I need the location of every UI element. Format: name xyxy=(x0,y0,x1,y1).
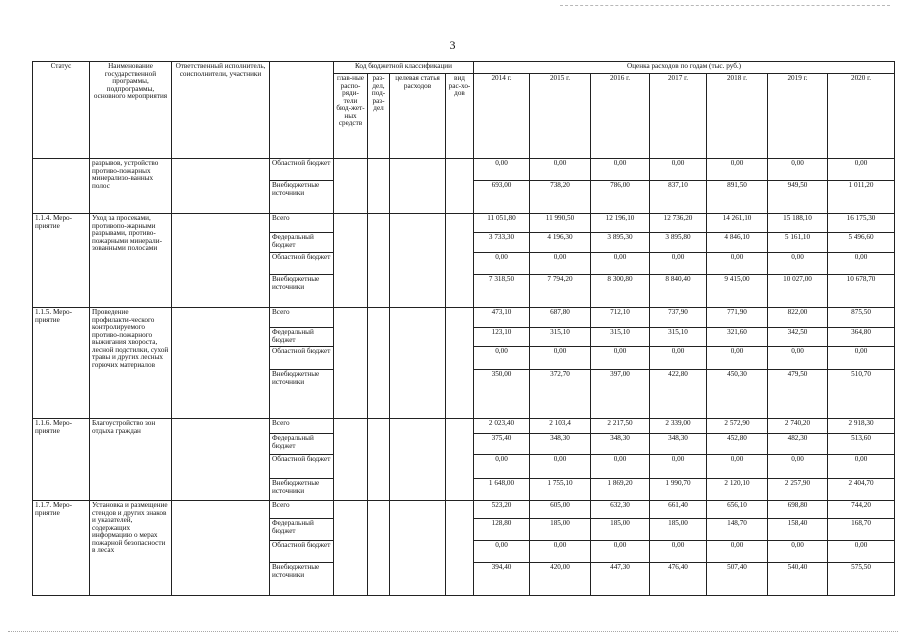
value-cell: 0,00 xyxy=(707,159,768,181)
value-cell: 2 339,00 xyxy=(650,419,707,434)
source-cell: Областной бюджет xyxy=(270,347,334,370)
header-responsible: Ответственный исполнитель, соисполнители, участники xyxy=(172,62,270,159)
value-cell: 0,00 xyxy=(530,347,591,370)
value-cell: 0,00 xyxy=(591,159,650,181)
value-cell: 397,00 xyxy=(591,370,650,419)
value-cell: 0,00 xyxy=(828,347,895,370)
source-cell: Всего xyxy=(270,214,334,233)
value-cell: 315,10 xyxy=(591,328,650,347)
value-cell: 891,50 xyxy=(707,181,768,214)
header-year-2014: 2014 г. xyxy=(474,74,530,159)
value-cell: 523,20 xyxy=(474,501,530,519)
source-cell: Внебюджетные источники xyxy=(270,370,334,419)
header-source xyxy=(270,62,334,159)
value-cell: 0,00 xyxy=(591,541,650,563)
value-cell: 0,00 xyxy=(768,347,828,370)
code-cell xyxy=(390,308,446,419)
value-cell: 656,10 xyxy=(707,501,768,519)
source-cell: Внебюджетные источники xyxy=(270,563,334,596)
header-year-2020: 2020 г. xyxy=(828,74,895,159)
value-cell: 0,00 xyxy=(650,541,707,563)
name-cell: Проведение профилакти-ческого контролируемого противо-пожарного выжигания хвороста, лесной подстилки, сухой травы и других лесных горючих материалов xyxy=(90,308,172,419)
name-cell: Установка и размещение стендов и других знаков и указателей, содержащих информацию о мерах пожарной безопасности в лесах xyxy=(90,501,172,596)
code-cell xyxy=(446,501,474,596)
value-cell: 342,50 xyxy=(768,328,828,347)
responsible-cell xyxy=(172,214,270,308)
value-cell: 394,40 xyxy=(474,563,530,596)
table-row xyxy=(33,308,895,328)
value-cell: 10 027,00 xyxy=(768,275,828,308)
code-cell xyxy=(368,214,390,308)
value-cell: 2 572,90 xyxy=(707,419,768,434)
source-cell: Внебюджетные источники xyxy=(270,479,334,501)
value-cell: 450,30 xyxy=(707,370,768,419)
value-cell: 8 840,40 xyxy=(650,275,707,308)
status-cell: 1.1.5. Меро-приятие xyxy=(33,308,90,419)
value-cell: 837,10 xyxy=(650,181,707,214)
value-cell: 661,40 xyxy=(650,501,707,519)
header-year-2019: 2019 г. xyxy=(768,74,828,159)
header-name: Наименование государственной программы, подпрограммы, основного мероприятия xyxy=(90,62,172,159)
value-cell: 510,70 xyxy=(828,370,895,419)
value-cell: 148,70 xyxy=(707,519,768,541)
header-code-section: раз-дел, под-раз-дел xyxy=(368,74,390,159)
value-cell: 771,90 xyxy=(707,308,768,328)
value-cell: 575,50 xyxy=(828,563,895,596)
status-cell xyxy=(33,159,90,214)
value-cell: 168,70 xyxy=(828,519,895,541)
value-cell: 3 895,30 xyxy=(591,233,650,253)
code-cell xyxy=(390,159,446,214)
value-cell: 2 257,90 xyxy=(768,479,828,501)
value-cell: 185,00 xyxy=(530,519,591,541)
value-cell: 11 990,50 xyxy=(530,214,591,233)
value-cell: 0,00 xyxy=(591,455,650,479)
value-cell: 482,30 xyxy=(768,434,828,455)
value-cell: 0,00 xyxy=(828,159,895,181)
value-cell: 12 736,20 xyxy=(650,214,707,233)
header-budget-code-group: Код бюджетной классификации xyxy=(334,62,474,74)
value-cell: 7 794,20 xyxy=(530,275,591,308)
source-cell: Всего xyxy=(270,308,334,328)
value-cell: 2 740,20 xyxy=(768,419,828,434)
value-cell: 8 300,80 xyxy=(591,275,650,308)
source-cell: Федеральный бюджет xyxy=(270,519,334,541)
code-cell xyxy=(368,501,390,596)
value-cell: 0,00 xyxy=(707,253,768,275)
value-cell: 2 023,40 xyxy=(474,419,530,434)
value-cell: 0,00 xyxy=(768,541,828,563)
value-cell: 1 869,20 xyxy=(591,479,650,501)
code-cell xyxy=(368,308,390,419)
value-cell: 3 733,30 xyxy=(474,233,530,253)
header-code-target: целевая статья расходов xyxy=(390,74,446,159)
value-cell: 452,80 xyxy=(707,434,768,455)
source-cell: Областной бюджет xyxy=(270,455,334,479)
value-cell: 0,00 xyxy=(474,541,530,563)
value-cell: 0,00 xyxy=(474,253,530,275)
value-cell: 0,00 xyxy=(768,253,828,275)
value-cell: 4 196,30 xyxy=(530,233,591,253)
value-cell: 875,50 xyxy=(828,308,895,328)
source-cell: Всего xyxy=(270,501,334,519)
value-cell: 158,40 xyxy=(768,519,828,541)
value-cell: 422,80 xyxy=(650,370,707,419)
value-cell: 0,00 xyxy=(707,541,768,563)
value-cell: 3 895,80 xyxy=(650,233,707,253)
page-number: 3 xyxy=(449,38,456,52)
value-cell: 15 188,10 xyxy=(768,214,828,233)
source-cell: Внебюджетные источники xyxy=(270,275,334,308)
value-cell: 822,00 xyxy=(768,308,828,328)
value-cell: 321,60 xyxy=(707,328,768,347)
source-cell: Федеральный бюджет xyxy=(270,233,334,253)
value-cell: 7 318,50 xyxy=(474,275,530,308)
code-cell xyxy=(334,308,368,419)
value-cell: 0,00 xyxy=(650,253,707,275)
scan-bottom-edge-line xyxy=(8,631,898,632)
value-cell: 0,00 xyxy=(650,347,707,370)
value-cell: 372,70 xyxy=(530,370,591,419)
value-cell: 712,10 xyxy=(591,308,650,328)
value-cell: 1 648,00 xyxy=(474,479,530,501)
value-cell: 420,00 xyxy=(530,563,591,596)
value-cell: 10 678,70 xyxy=(828,275,895,308)
source-cell: Областной бюджет xyxy=(270,541,334,563)
status-cell: 1.1.6. Меро-приятие xyxy=(33,419,90,501)
value-cell: 738,20 xyxy=(530,181,591,214)
value-cell: 4 846,10 xyxy=(707,233,768,253)
table-row xyxy=(33,214,895,233)
value-cell: 5 161,10 xyxy=(768,233,828,253)
code-cell xyxy=(390,419,446,501)
value-cell: 447,30 xyxy=(591,563,650,596)
value-cell: 14 261,10 xyxy=(707,214,768,233)
code-cell xyxy=(368,159,390,214)
code-cell xyxy=(446,214,474,308)
header-year-2018: 2018 г. xyxy=(707,74,768,159)
value-cell: 0,00 xyxy=(530,541,591,563)
code-cell xyxy=(390,501,446,596)
value-cell: 364,80 xyxy=(828,328,895,347)
name-cell: разрывов, устройство противо-пожарных минерализо-ванных полос xyxy=(90,159,172,214)
value-cell: 16 175,30 xyxy=(828,214,895,233)
header-expenses-group: Оценка расходов по годам (тыс. руб.) xyxy=(474,62,895,74)
value-cell: 128,80 xyxy=(474,519,530,541)
value-cell: 0,00 xyxy=(591,253,650,275)
scan-top-edge-line xyxy=(560,5,890,6)
value-cell: 0,00 xyxy=(474,347,530,370)
value-cell: 605,00 xyxy=(530,501,591,519)
source-cell: Областной бюджет xyxy=(270,159,334,181)
value-cell: 0,00 xyxy=(707,455,768,479)
responsible-cell xyxy=(172,419,270,501)
value-cell: 5 496,60 xyxy=(828,233,895,253)
value-cell: 0,00 xyxy=(474,455,530,479)
budget-table xyxy=(32,61,895,596)
value-cell: 687,80 xyxy=(530,308,591,328)
value-cell: 507,40 xyxy=(707,563,768,596)
value-cell: 315,10 xyxy=(650,328,707,347)
value-cell: 2 404,70 xyxy=(828,479,895,501)
value-cell: 698,80 xyxy=(768,501,828,519)
value-cell: 476,40 xyxy=(650,563,707,596)
value-cell: 375,40 xyxy=(474,434,530,455)
value-cell: 0,00 xyxy=(650,455,707,479)
value-cell: 513,60 xyxy=(828,434,895,455)
value-cell: 744,20 xyxy=(828,501,895,519)
source-cell: Федеральный бюджет xyxy=(270,434,334,455)
code-cell xyxy=(368,419,390,501)
value-cell: 1 011,20 xyxy=(828,181,895,214)
value-cell: 473,10 xyxy=(474,308,530,328)
table-row xyxy=(33,159,895,181)
header-year-2015: 2015 г. xyxy=(530,74,591,159)
source-cell: Областной бюджет xyxy=(270,253,334,275)
status-cell: 1.1.7. Меро-приятие xyxy=(33,501,90,596)
code-cell xyxy=(334,159,368,214)
value-cell: 11 051,80 xyxy=(474,214,530,233)
value-cell: 0,00 xyxy=(768,159,828,181)
value-cell: 0,00 xyxy=(768,455,828,479)
status-cell: 1.1.4. Меро-приятие xyxy=(33,214,90,308)
source-cell: Внебюджетные источники xyxy=(270,181,334,214)
value-cell: 786,00 xyxy=(591,181,650,214)
header-code-type: вид рас-хо-дов xyxy=(446,74,474,159)
value-cell: 2 103,4 xyxy=(530,419,591,434)
responsible-cell xyxy=(172,501,270,596)
header-status: Статус xyxy=(33,62,90,159)
value-cell: 0,00 xyxy=(650,159,707,181)
value-cell: 0,00 xyxy=(828,253,895,275)
name-cell: Уход за просеками, противопо-жарными разрывами, противо-пожарными минерали-зованными полосами xyxy=(90,214,172,308)
code-cell xyxy=(446,419,474,501)
value-cell: 2 217,50 xyxy=(591,419,650,434)
name-cell: Благоустройство зон отдыха граждан xyxy=(90,419,172,501)
value-cell: 0,00 xyxy=(530,253,591,275)
table-row xyxy=(33,501,895,519)
value-cell: 185,00 xyxy=(591,519,650,541)
value-cell: 0,00 xyxy=(530,159,591,181)
value-cell: 2 120,10 xyxy=(707,479,768,501)
value-cell: 0,00 xyxy=(707,347,768,370)
value-cell: 0,00 xyxy=(828,541,895,563)
value-cell: 12 196,10 xyxy=(591,214,650,233)
value-cell: 1 990,70 xyxy=(650,479,707,501)
code-cell xyxy=(334,214,368,308)
value-cell: 348,30 xyxy=(530,434,591,455)
value-cell: 2 918,30 xyxy=(828,419,895,434)
source-cell: Федеральный бюджет xyxy=(270,328,334,347)
code-cell xyxy=(446,308,474,419)
value-cell: 348,30 xyxy=(650,434,707,455)
value-cell: 9 415,00 xyxy=(707,275,768,308)
table-row xyxy=(33,419,895,434)
code-cell xyxy=(390,214,446,308)
code-cell xyxy=(446,159,474,214)
value-cell: 0,00 xyxy=(828,455,895,479)
value-cell: 540,40 xyxy=(768,563,828,596)
value-cell: 479,50 xyxy=(768,370,828,419)
responsible-cell xyxy=(172,308,270,419)
value-cell: 0,00 xyxy=(530,455,591,479)
responsible-cell xyxy=(172,159,270,214)
value-cell: 348,30 xyxy=(591,434,650,455)
source-cell: Всего xyxy=(270,419,334,434)
value-cell: 350,00 xyxy=(474,370,530,419)
value-cell: 737,90 xyxy=(650,308,707,328)
value-cell: 0,00 xyxy=(474,159,530,181)
header-year-2017: 2017 г. xyxy=(650,74,707,159)
code-cell xyxy=(334,419,368,501)
value-cell: 693,00 xyxy=(474,181,530,214)
header-code-grbs: глав-ные распо-ряди-тели бюд-жет-ных средств xyxy=(334,74,368,159)
code-cell xyxy=(334,501,368,596)
header-year-2016: 2016 г. xyxy=(591,74,650,159)
value-cell: 185,00 xyxy=(650,519,707,541)
value-cell: 0,00 xyxy=(591,347,650,370)
value-cell: 949,50 xyxy=(768,181,828,214)
value-cell: 315,10 xyxy=(530,328,591,347)
value-cell: 123,10 xyxy=(474,328,530,347)
value-cell: 1 755,10 xyxy=(530,479,591,501)
value-cell: 632,30 xyxy=(591,501,650,519)
